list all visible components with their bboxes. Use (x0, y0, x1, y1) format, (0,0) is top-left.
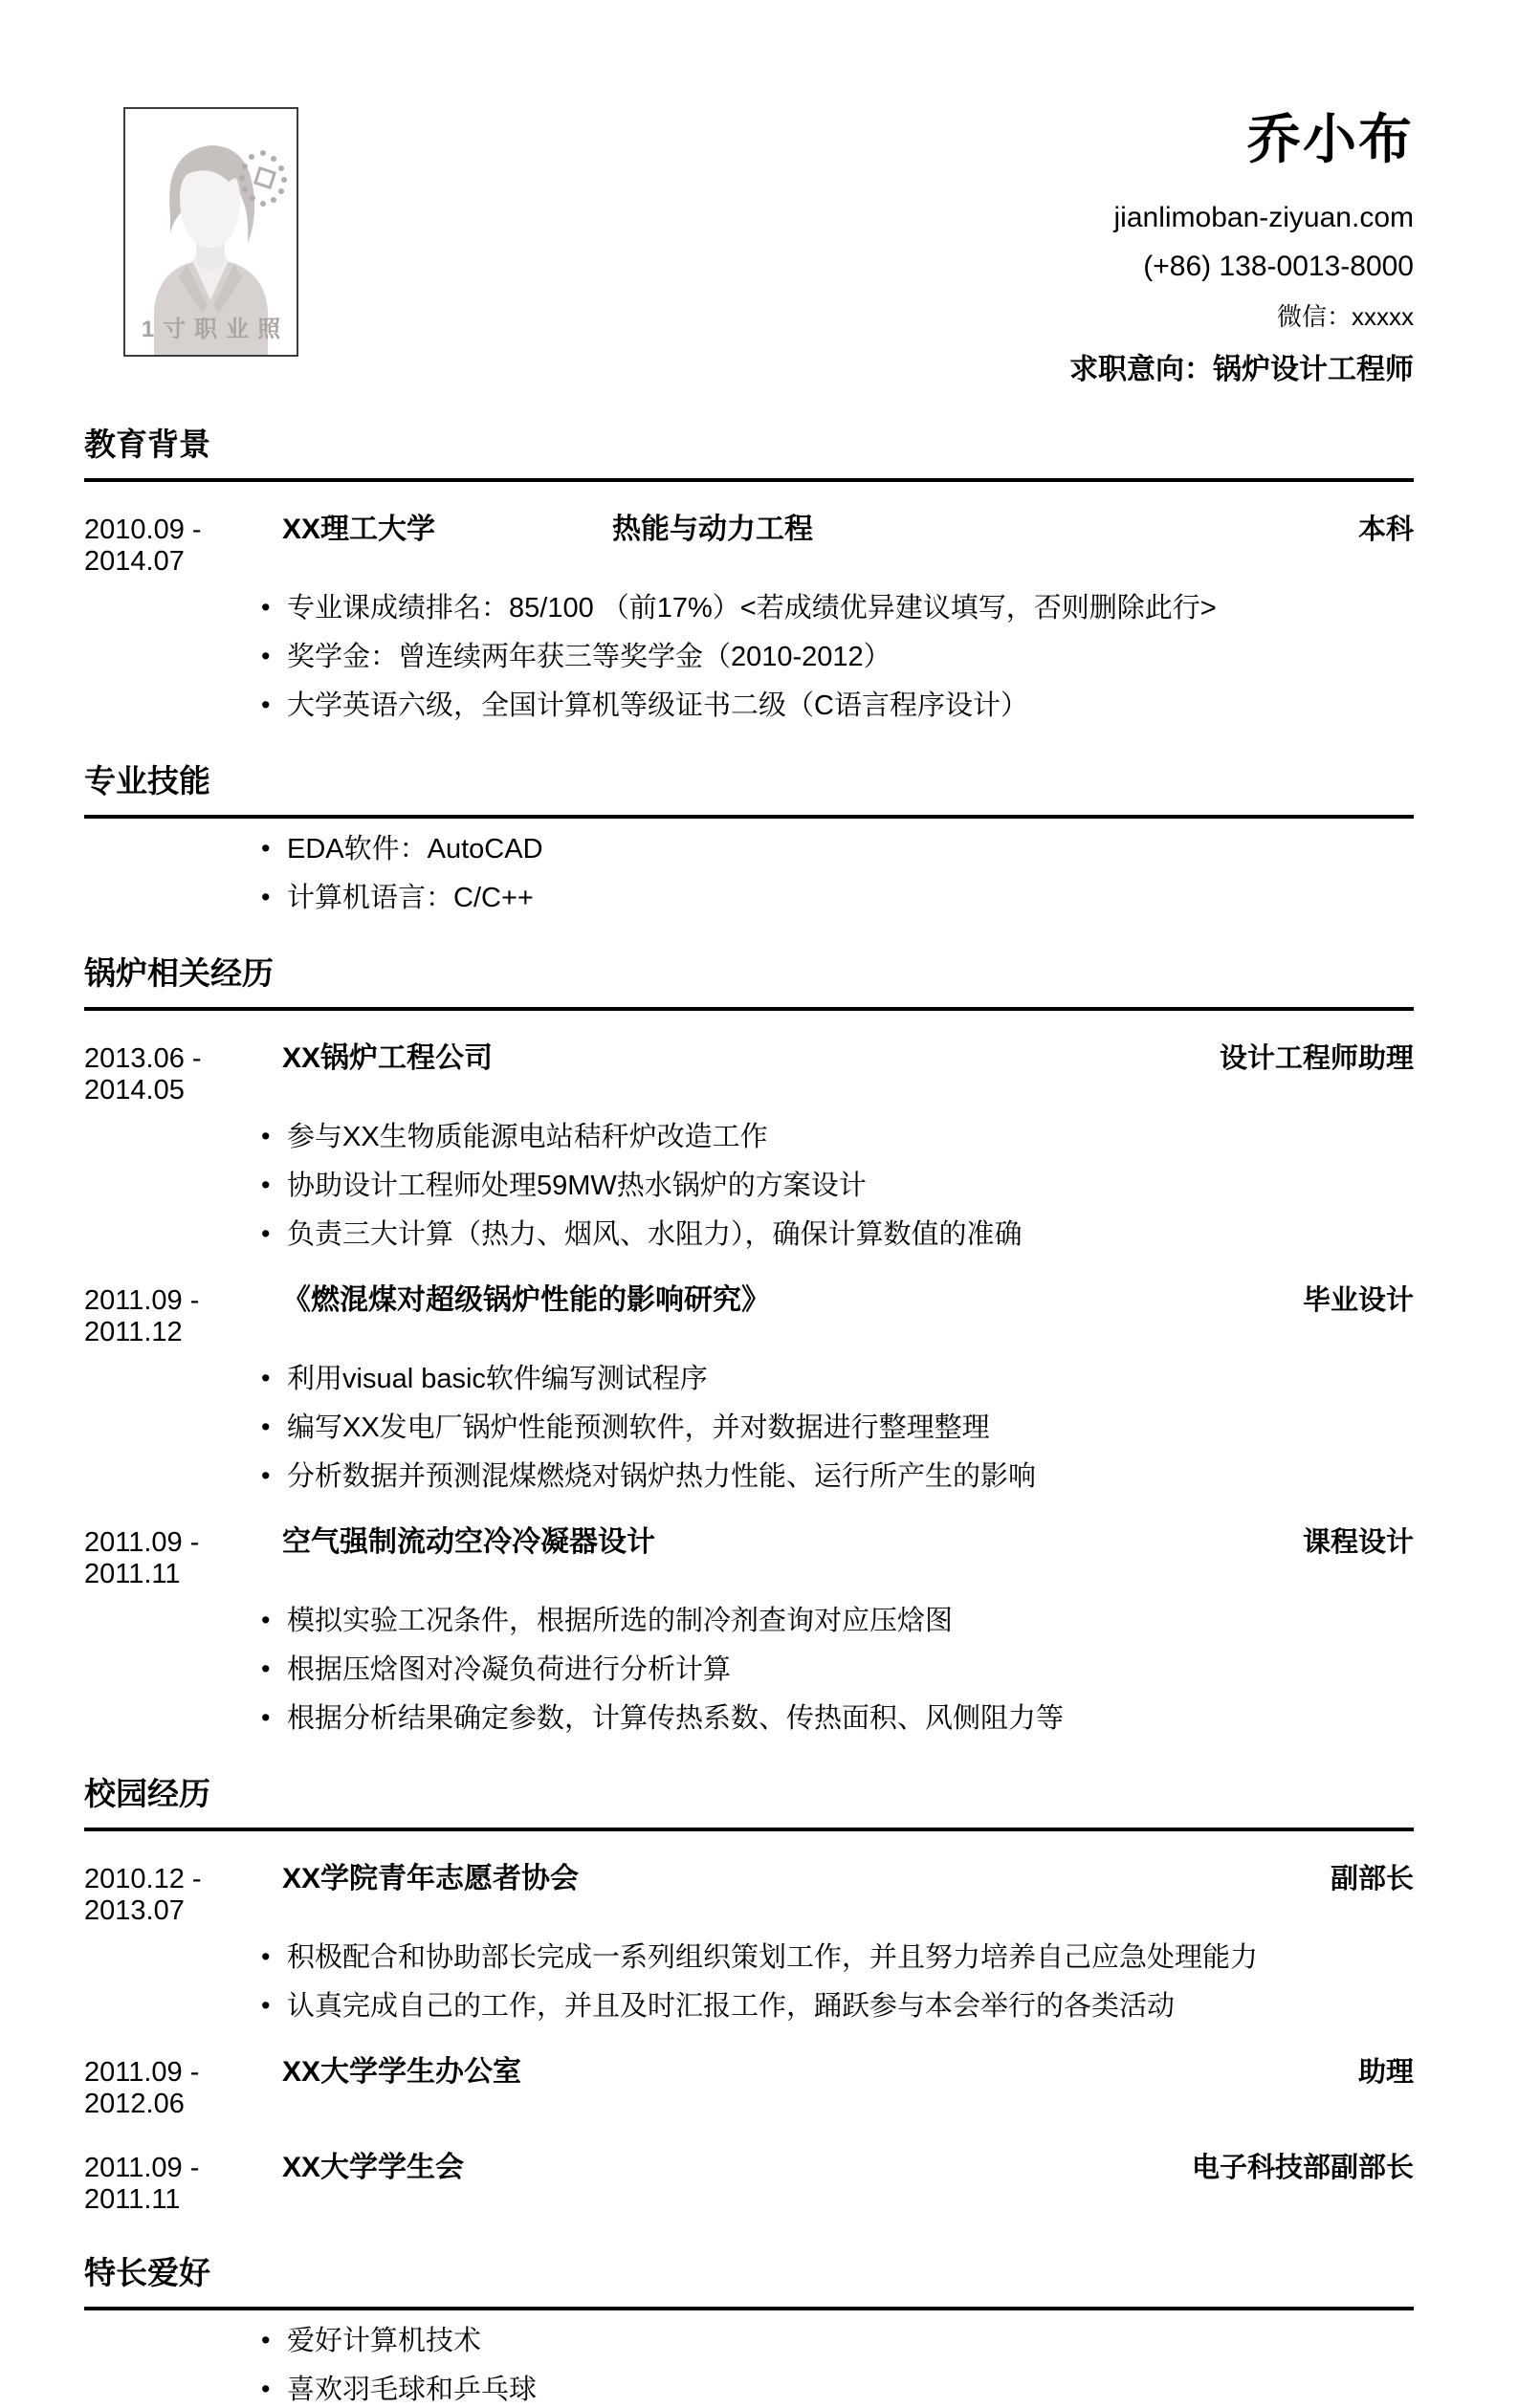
photo-caption: 1寸职业照 (141, 317, 290, 342)
entry-date: 2011.09 - 2011.12 (84, 1284, 200, 1347)
bullet-list (84, 832, 1414, 916)
entry-role: 毕业设计 (1302, 1284, 1414, 1316)
resume-entry (84, 1854, 1414, 1927)
bullet-item: • 参与XX生物质能源电站秸秆炉改造工作 (287, 1120, 1414, 1155)
bullet-item: • 模拟实验工况条件，根据所选的制冷剂查询对应压焓图 (287, 1604, 1414, 1639)
bullet-item: • 根据压焓图对冷凝负荷进行分析计算 (287, 1653, 1414, 1688)
resume-entry (84, 2143, 1414, 2216)
bullet-list (84, 591, 1414, 724)
bullet-item: • 喜欢羽毛球和乒乓球 (287, 2373, 1414, 2408)
entry-date: 2010.09 - 2014.07 (84, 514, 202, 578)
bullet-list (84, 1120, 1414, 1253)
entry-role: 课程设计 (1302, 1526, 1414, 1558)
section-education (84, 426, 1414, 724)
resume-entry (84, 1518, 1414, 1590)
candidate-name: 乔小布 (1247, 111, 1414, 170)
bullet-list (84, 1362, 1414, 1495)
entry-role: 电子科技部副部长 (1191, 2152, 1414, 2183)
entry-date: 2011.09 - 2011.11 (84, 2152, 200, 2215)
contact-block (1069, 107, 1414, 387)
section-rule (84, 2254, 1414, 2310)
section-boiler-experience (84, 954, 1414, 1737)
entry-major: 热能与动力工程 (612, 514, 813, 546)
section-rule (84, 762, 1414, 819)
entry-role: 助理 (1357, 2056, 1414, 2088)
entry-title: XX大学学生会 (282, 2151, 465, 2183)
entry-degree: 本科 (1357, 514, 1414, 546)
entry-title: XX学院青年志愿者协会 (282, 1862, 580, 1894)
job-objective: 求职意向：锅炉设计工程师 (1069, 354, 1414, 386)
bullet-item: • 编写XX发电厂锅炉性能预测软件，并对数据进行整理整理 (287, 1411, 1414, 1446)
bullet-item: • 利用visual basic软件编写测试程序 (287, 1362, 1414, 1397)
entry-role: 副部长 (1330, 1863, 1414, 1894)
bullet-item: • 分析数据并预测混煤燃烧对锅炉热力性能、运行所产生的影响 (287, 1459, 1414, 1495)
section-hobbies (84, 2254, 1414, 2408)
section-title: 特长爱好 (84, 2256, 210, 2291)
wechat-line: 微信：xxxxx (1276, 302, 1414, 332)
resume-entry (84, 2047, 1414, 2120)
entry-title: XX锅炉工程公司 (282, 1041, 494, 1074)
phone-number: (+86) 138-0013-8000 (1143, 251, 1414, 283)
entry-title: 空气强制流动空冷冷凝器设计 (282, 1525, 655, 1558)
resume-header (84, 107, 1414, 387)
section-title: 专业技能 (84, 765, 210, 800)
bullet-item: • 负责三大计算（热力、烟风、水阻力），确保计算数值的准确 (287, 1217, 1414, 1253)
section-rule (84, 1775, 1414, 1831)
entry-title: 《燃混煤对超级锅炉性能的影响研究》 (282, 1283, 770, 1316)
section-campus-experience (84, 1775, 1414, 2216)
section-title: 校园经历 (84, 1777, 210, 1812)
website-text: jianlimoban-ziyuan.com (1113, 202, 1414, 234)
resume-entry (84, 1034, 1414, 1106)
bullet-item: • EDA软件：AutoCAD (287, 832, 1414, 867)
entry-role: 设计工程师助理 (1219, 1042, 1414, 1074)
bullet-item: • 大学英语六级，全国计算机等级证书二级（C语言程序设计） (287, 689, 1414, 724)
profile-photo (123, 107, 298, 357)
entry-date: 2011.09 - 2011.11 (84, 1526, 200, 1589)
section-title: 锅炉相关经历 (84, 956, 274, 992)
entry-date: 2011.09 - 2012.06 (84, 2056, 200, 2119)
bullet-list (84, 1940, 1414, 2025)
bullet-item: • 奖学金：曾连续两年获三等奖学金（2010-2012） (287, 640, 1414, 675)
bullet-item: • 爱好计算机技术 (287, 2324, 1414, 2359)
entry-date: 2010.12 - 2013.07 (84, 1863, 202, 1926)
bullet-item: • 计算机语言：C/C++ (287, 881, 1414, 916)
resume-entry (84, 505, 1414, 578)
bullet-item: • 积极配合和协助部长完成一系列组织策划工作，并且努力培养自己应急处理能力 (287, 1940, 1414, 1976)
bullet-item: • 专业课成绩排名：85/100 （前17%）<若成绩优异建议填写，否则删除此行> (287, 591, 1414, 626)
bullet-list (84, 1604, 1414, 1737)
section-title: 教育背景 (84, 428, 210, 464)
section-skills (84, 762, 1414, 916)
bullet-item: • 协助设计工程师处理59MW热水锅炉的方案设计 (287, 1169, 1414, 1204)
entry-date: 2013.06 - 2014.05 (84, 1042, 202, 1105)
bullet-item: • 根据分析结果确定参数，计算传热系数、传热面积、风侧阻力等 (287, 1701, 1414, 1737)
section-rule (84, 426, 1414, 482)
entry-title: XX大学学生办公室 (282, 2055, 522, 2088)
entry-title: XX理工大学 (282, 514, 436, 546)
bullet-item: • 认真完成自己的工作，并且及时汇报工作，踊跃参与本会举行的各类活动 (287, 1989, 1414, 2025)
resume-entry (84, 1276, 1414, 1348)
bullet-list (84, 2324, 1414, 2408)
section-rule (84, 954, 1414, 1011)
